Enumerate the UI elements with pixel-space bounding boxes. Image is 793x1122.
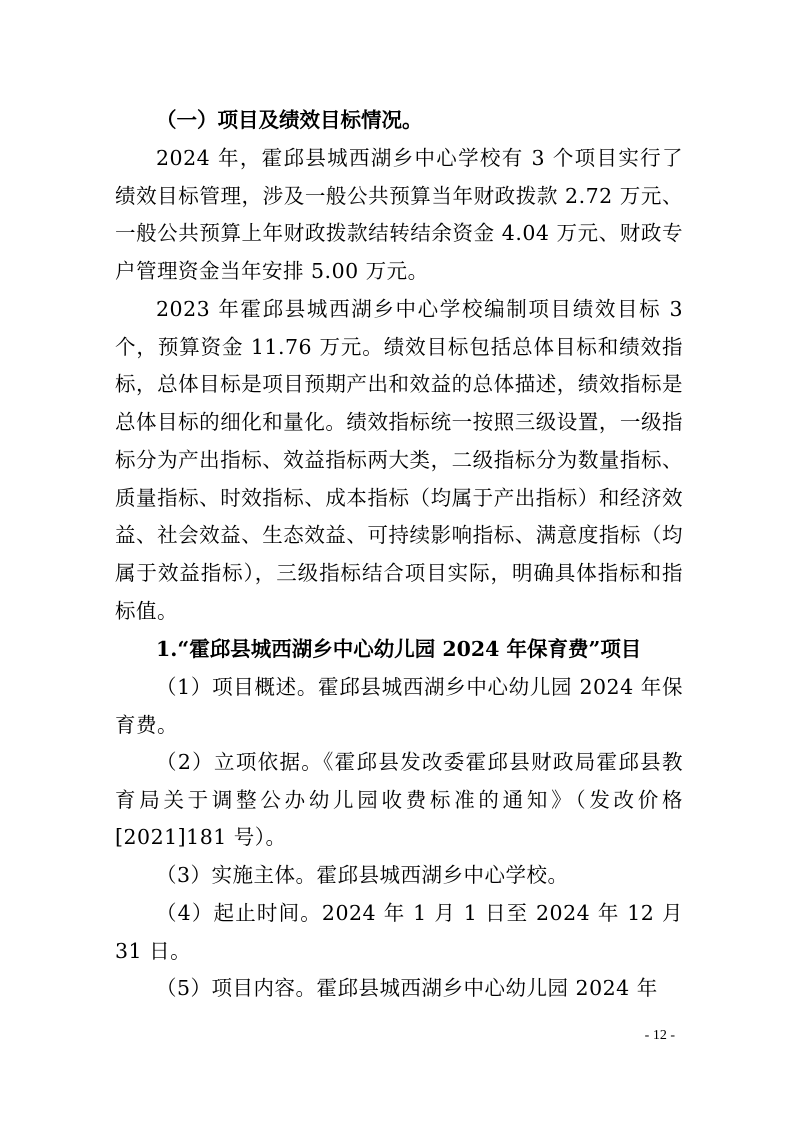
paragraph-performance-targets: 2023 年霍邱县城西湖乡中心学校编制项目绩效目标 3 个，预算资金 11.76 万元。绩效目标包括总体目标和绩效指标，总体目标是项目预期产出和效益的总体描述，绩效指标是总体目标的细化和量化。绩效指标统一按照三级设置，一级指标分为产出指标、效益指标两大类，二级指标分为数量指标、质量指标、时效指标、成本指标（均属于产出指标）和经济效益、社会效益、生态效益、可持续影响指标、满意度指标（均属于效益指标），三级指标结合项目实际，明确具体指标和指标值。	[115, 297, 683, 623]
item-implementer: （3）实施主体。霍邱县城西湖乡中心学校。	[156, 863, 569, 887]
item-content: （5）项目内容。霍邱县城西湖乡中心幼儿园 2024 年	[156, 976, 658, 1000]
paragraph-project-count: 2024 年，霍邱县城西湖乡中心学校有 3 个项目实行了绩效目标管理，涉及一般公共预算当年财政拨款 2.72 万元、一般公共预算上年财政拨款结转结余资金 4.04 万元、财政专户管理资金当年安排 5.00 万元。	[115, 146, 683, 284]
item-overview: （1）项目概述。霍邱县城西湖乡中心幼儿园 2024 年保育费。	[115, 675, 683, 737]
item-duration: （4）起止时间。2024 年 1 月 1 日至 2024 年 12 月 31 日。	[115, 901, 683, 963]
section-heading: （一）项目及绩效目标情况。	[156, 108, 423, 132]
item-basis: （2）立项依据。《霍邱县发改委霍邱县财政局霍邱县教育局关于调整公办幼儿园收费标准的通知》（发改价格[2021]181 号）。	[115, 750, 683, 850]
page-number: - 12 -	[644, 1028, 675, 1043]
project-heading: 1.“霍邱县城西湖乡中心幼儿园 2024 年保育费”项目	[156, 637, 642, 661]
